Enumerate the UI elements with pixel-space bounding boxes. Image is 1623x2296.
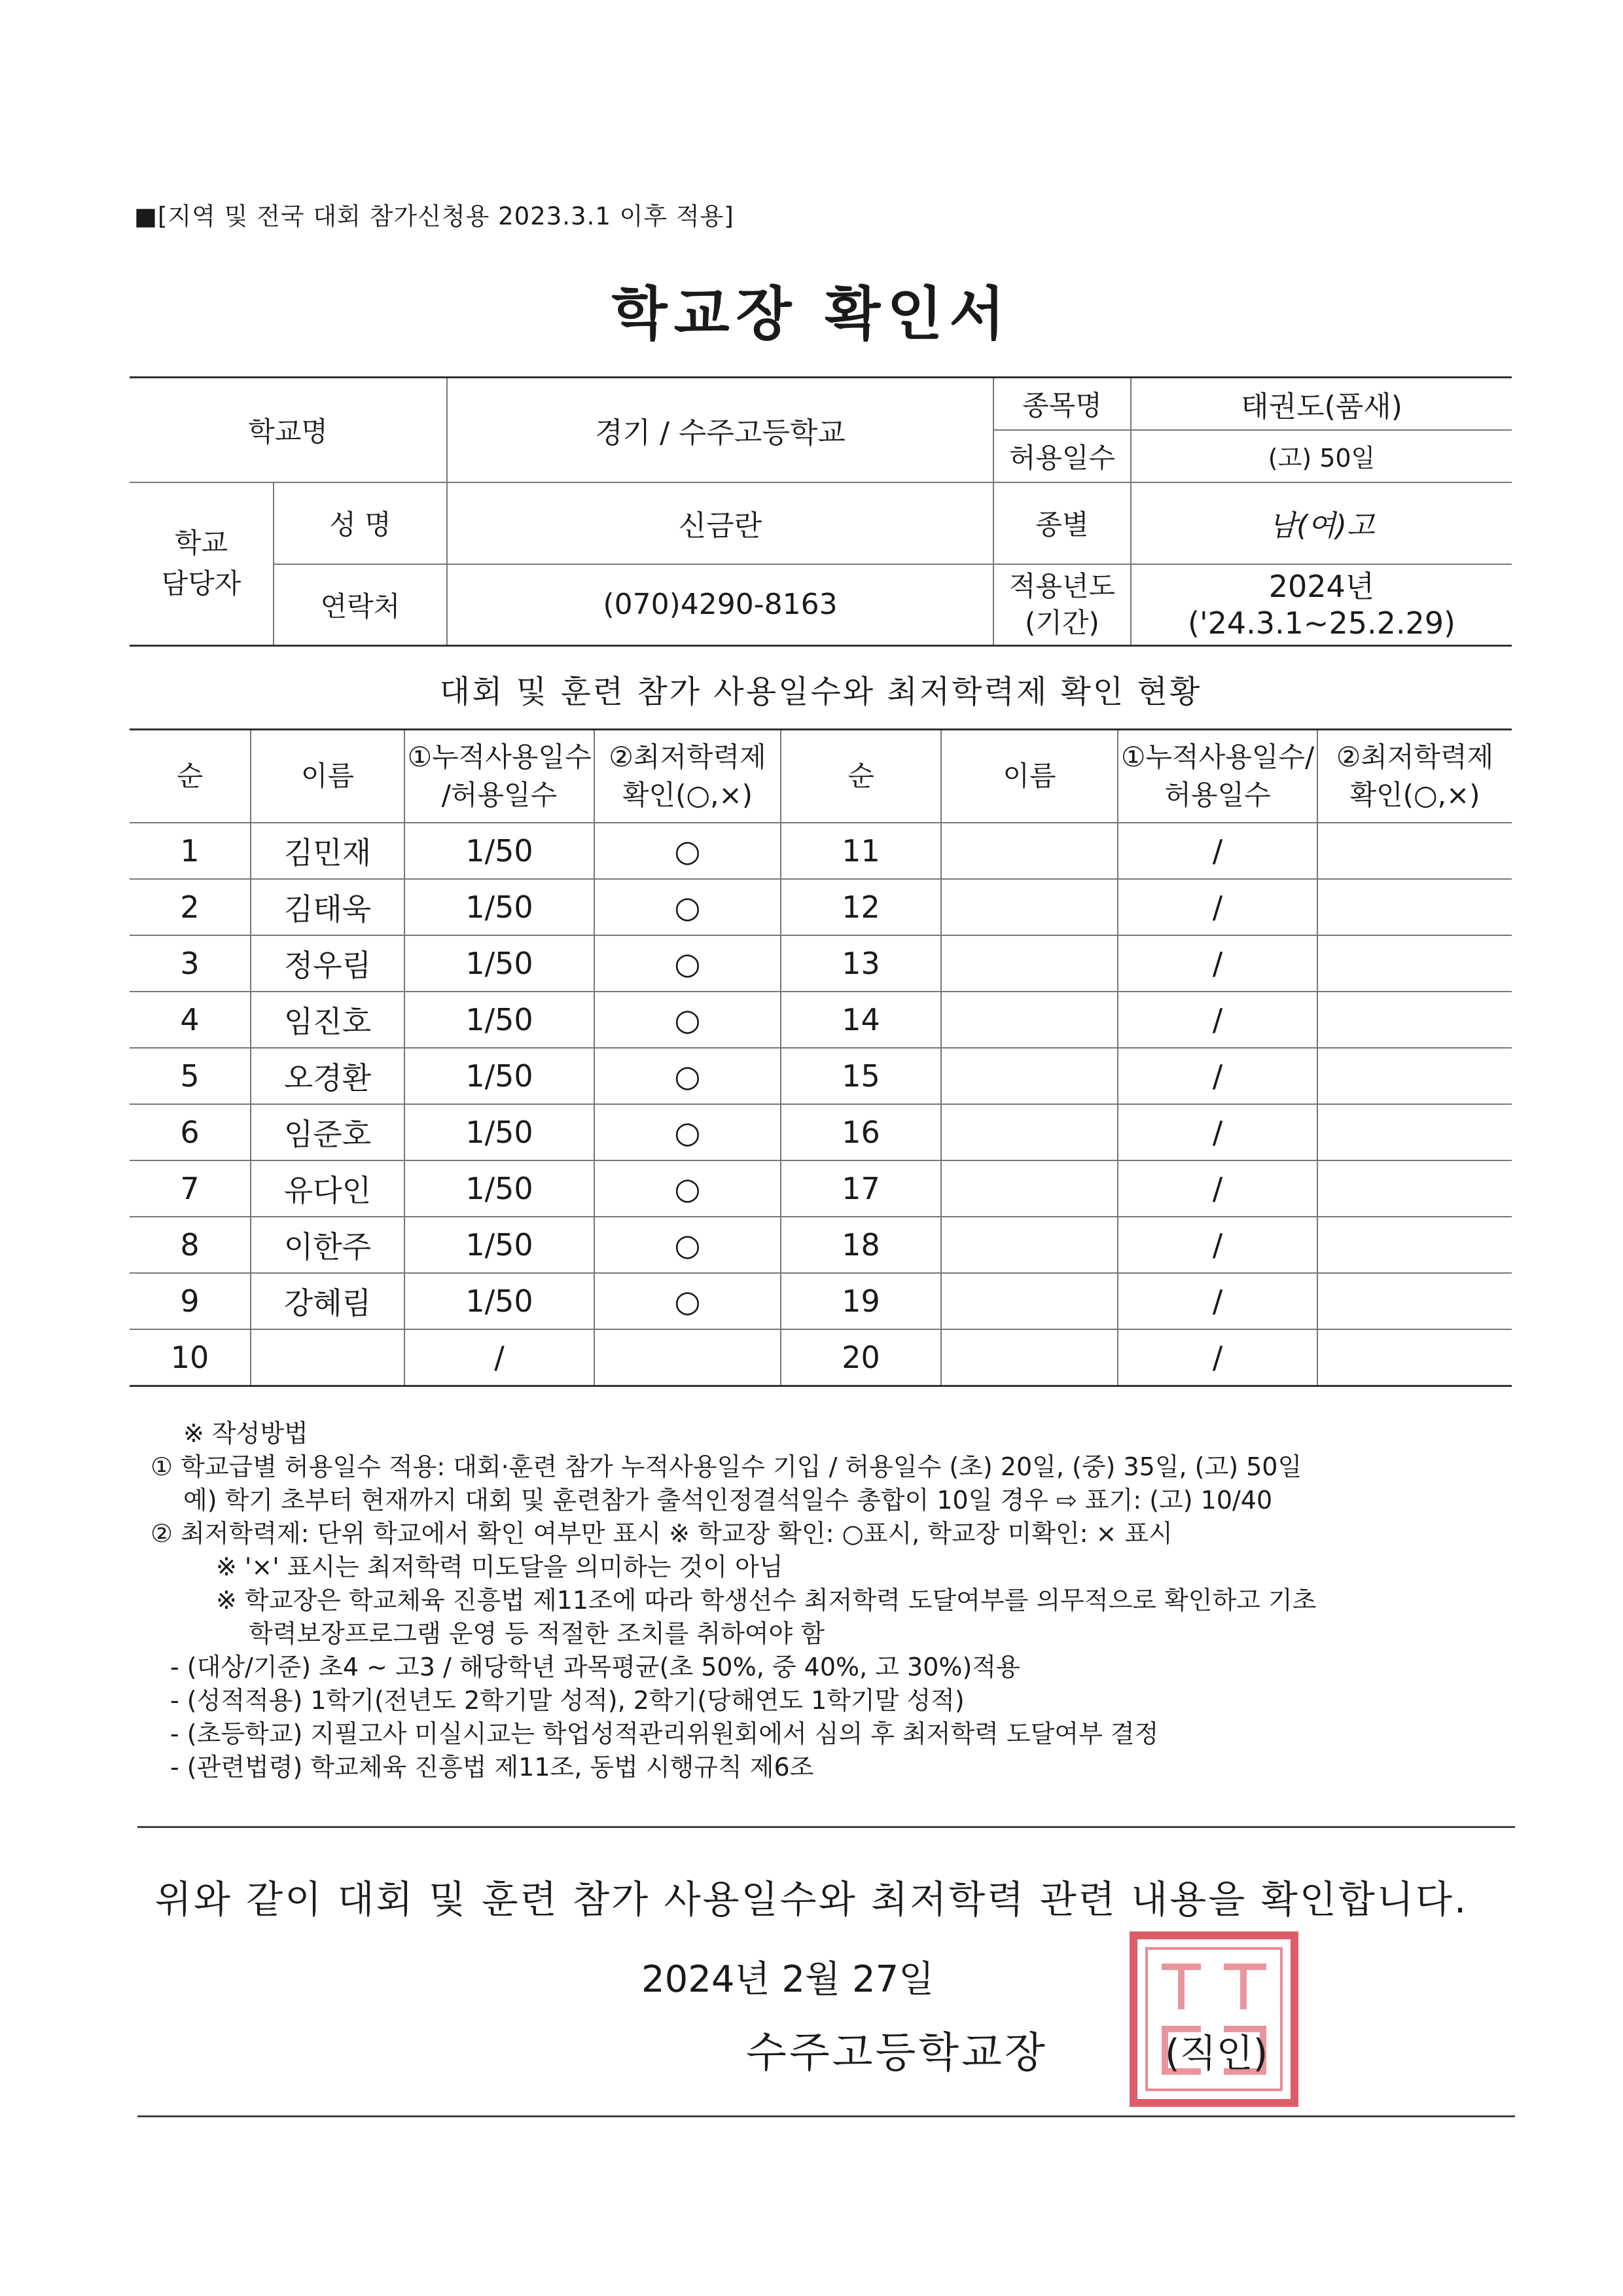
row-no: 16 (781, 1104, 941, 1160)
col-no-left: 순 (130, 730, 251, 823)
event-value: 태권도(품새) (1131, 378, 1512, 430)
row-name (941, 935, 1118, 992)
row-name (941, 1160, 1118, 1217)
seal-border (1133, 1935, 1294, 2103)
note-x-meaning: ※ '×' 표시는 최저학력 미도달을 의미하는 것이 아님 (216, 1552, 783, 1581)
row-name: 김태욱 (251, 879, 404, 935)
row-days: / (1118, 1329, 1317, 1386)
manager-label-line1: 학교 (174, 527, 228, 560)
row-name (941, 1329, 1118, 1386)
form-usage-note: ■[지역 및 전국 대회 참가신청용 2023.3.1 이후 적용] (134, 202, 734, 230)
row-check: ○ (594, 935, 781, 992)
row-days: / (1118, 1160, 1317, 1217)
row-no: 4 (130, 992, 251, 1048)
col-no-right: 순 (781, 730, 941, 823)
col-name-left: 이름 (251, 730, 404, 823)
row-no: 3 (130, 935, 251, 992)
note-min-academic: ② 최저학력제: 단위 학교에서 확인 여부만 표시 ※ 학교장 확인: ○표시, 학교장 미확인: × 표시 (151, 1519, 1173, 1548)
row-no: 13 (781, 935, 941, 992)
row-days: 1/50 (404, 992, 594, 1048)
col-min-right-line2: 확인(○,×) (1349, 779, 1480, 811)
row-name (941, 1273, 1118, 1329)
row-name: 이한주 (251, 1217, 404, 1273)
col-days-right-line1: ①누적사용일수/ (1120, 741, 1315, 773)
row-no: 11 (781, 823, 941, 879)
row-days: 1/50 (404, 1104, 594, 1160)
divider-bottom (137, 2115, 1515, 2117)
row-no: 8 (130, 1217, 251, 1273)
note-allowed-days-example: 예) 학기 초부터 현재까지 대회 및 훈련참가 출석인정결석일수 총합이 10일 경우 ⇨ 표기: (고) 10/40 (183, 1486, 1273, 1515)
allowed-days-value: (고) 50일 (1131, 430, 1512, 482)
row-days: / (1118, 1217, 1317, 1273)
row-name (941, 823, 1118, 879)
note-grade-apply: - (성적적용) 1학기(전년도 2학기말 성적), 2학기(당해연도 1학기말 성적) (170, 1686, 965, 1715)
row-check: ○ (594, 1104, 781, 1160)
note-principal-duty-cont: 학력보장프로그램 운영 등 적절한 조치를 취하여야 함 (249, 1619, 825, 1648)
row-no: 17 (781, 1160, 941, 1217)
contact-label: 연락처 (274, 564, 447, 646)
note-target: - (대상/기준) 초4 ~ 고3 / 해당학년 과목평균(초 50%, 중 40%, 고 30%)적용 (170, 1653, 1020, 1681)
row-days: / (1118, 935, 1317, 992)
row-check: ○ (594, 1273, 781, 1329)
row-days: / (1118, 992, 1317, 1048)
row-days: 1/50 (404, 1160, 594, 1217)
row-days: / (1118, 1273, 1317, 1329)
row-check: ○ (594, 1048, 781, 1104)
col-days-right (1118, 730, 1317, 823)
row-name (941, 1217, 1118, 1273)
col-name-right: 이름 (941, 730, 1118, 823)
row-no: 19 (781, 1273, 941, 1329)
row-no: 7 (130, 1160, 251, 1217)
notes-heading: ※ 작성방법 (183, 1419, 308, 1448)
row-no: 15 (781, 1048, 941, 1104)
row-name: 김민재 (251, 823, 404, 879)
manager-name-value: 신금란 (447, 482, 993, 564)
table-row (130, 1104, 1512, 1160)
row-no: 12 (781, 879, 941, 935)
table-row (130, 992, 1512, 1048)
col-min-left-line2: 확인(○,×) (622, 779, 753, 811)
note-law: - (관련법령) 학교체육 진흥법 제11조, 동법 시행규칙 제6조 (170, 1753, 814, 1782)
row-name (941, 1104, 1118, 1160)
note-allowed-days: ① 학교급별 허용일수 적용: 대회·훈련 참가 누적사용일수 기입 / 허용일수 (초) 20일, (중) 35일, (고) 50일 (151, 1452, 1302, 1481)
row-name: 임준호 (251, 1104, 404, 1160)
row-name (941, 879, 1118, 935)
row-days: / (1118, 823, 1317, 879)
row-no: 2 (130, 879, 251, 935)
row-check: ○ (594, 879, 781, 935)
official-seal (1126, 1928, 1302, 2111)
row-name (941, 992, 1118, 1048)
gender-value: 남(여)고 (1131, 482, 1512, 564)
row-check (1317, 1104, 1512, 1160)
period-label-line2: (기간) (1025, 606, 1099, 639)
col-days-right-line2: 허용일수 (1164, 779, 1271, 811)
row-days: 1/50 (404, 823, 594, 879)
row-name: 오경환 (251, 1048, 404, 1104)
row-no: 18 (781, 1217, 941, 1273)
row-name: 강혜림 (251, 1273, 404, 1329)
row-name (251, 1329, 404, 1386)
school-info-table (130, 376, 1512, 647)
table-row (130, 823, 1512, 879)
row-no: 9 (130, 1273, 251, 1329)
row-days: 1/50 (404, 879, 594, 935)
col-min-left-line1: ②최저학력제 (609, 741, 766, 773)
row-check (1317, 1048, 1512, 1104)
table-row (130, 1273, 1512, 1329)
row-name: 정우림 (251, 935, 404, 992)
row-days: 1/50 (404, 1273, 594, 1329)
event-label: 종목명 (993, 378, 1131, 430)
row-check (1317, 823, 1512, 879)
row-no: 10 (130, 1329, 251, 1386)
row-check (1317, 935, 1512, 992)
seal-mark-text: (직인) (1165, 2031, 1268, 2075)
row-check (1317, 1329, 1512, 1386)
issue-date: 2024년 2월 27일 (641, 1958, 935, 2001)
note-elementary: - (초등학교) 지필고사 미실시교는 학업성적관리위원회에서 심의 후 최저학력 도달여부 결정 (170, 1719, 1159, 1748)
row-name (941, 1048, 1118, 1104)
row-no: 5 (130, 1048, 251, 1104)
row-days: / (1118, 1104, 1317, 1160)
note-principal-duty: ※ 학교장은 학교체육 진흥법 제11조에 따라 학생선수 최저학력 도달여부를 의무적으로 확인하고 기초 (216, 1586, 1317, 1615)
manager-label-line2: 담당자 (161, 567, 241, 600)
col-days-left (404, 730, 594, 823)
row-check (1317, 879, 1512, 935)
row-days: / (1118, 879, 1317, 935)
confirmation-statement: 위와 같이 대회 및 훈련 참가 사용일수와 최저학력 관련 내용을 확인합니다. (154, 1877, 1469, 1922)
row-check (1317, 1217, 1512, 1273)
row-check: ○ (594, 1217, 781, 1273)
manager-name-label: 성 명 (274, 482, 447, 564)
school-name-label: 학교명 (130, 378, 447, 482)
row-days: / (1118, 1048, 1317, 1104)
row-days: 1/50 (404, 1217, 594, 1273)
period-year: 2024년 (1268, 568, 1375, 604)
row-no: 20 (781, 1329, 941, 1386)
table-row (130, 1217, 1512, 1273)
principal-title: 수주고등학교장 (746, 2029, 1048, 2077)
row-days: 1/50 (404, 935, 594, 992)
row-check (1317, 992, 1512, 1048)
status-subtitle: 대회 및 훈련 참가 사용일수와 최저학력제 확인 현황 (439, 673, 1202, 710)
writing-instructions (151, 1417, 1531, 1784)
divider (137, 1826, 1515, 1828)
period-value (1131, 564, 1512, 646)
table-row (130, 1329, 1512, 1386)
document-title: 학교장 확인서 (611, 280, 1012, 348)
col-min-right (1317, 730, 1512, 823)
row-check (1317, 1273, 1512, 1329)
row-no: 1 (130, 823, 251, 879)
roster-table (130, 728, 1512, 1387)
row-check: ○ (594, 1160, 781, 1217)
row-check: ○ (594, 992, 781, 1048)
col-days-left-line1: ①누적사용일수 (407, 741, 592, 773)
col-min-left (594, 730, 781, 823)
table-row (130, 879, 1512, 935)
period-label-line1: 적용년도 (1008, 569, 1116, 602)
manager-label (130, 482, 274, 646)
row-days: 1/50 (404, 1048, 594, 1104)
allowed-days-label: 허용일수 (993, 430, 1131, 482)
col-min-right-line1: ②최저학력제 (1336, 741, 1494, 773)
gender-label: 종별 (993, 482, 1131, 564)
period-label (993, 564, 1131, 646)
row-name: 임진호 (251, 992, 404, 1048)
school-name-value: 경기 / 수주고등학교 (447, 378, 993, 482)
row-no: 6 (130, 1104, 251, 1160)
table-row (130, 935, 1512, 992)
row-name: 유다인 (251, 1160, 404, 1217)
row-days: / (404, 1329, 594, 1386)
row-no: 14 (781, 992, 941, 1048)
row-check (1317, 1160, 1512, 1217)
col-days-left-line2: /허용일수 (441, 779, 558, 811)
row-check (594, 1329, 781, 1386)
table-row (130, 1160, 1512, 1217)
period-range: ('24.3.1~25.2.29) (1188, 605, 1455, 641)
table-row (130, 1048, 1512, 1104)
contact-value: (070)4290-8163 (447, 564, 993, 646)
row-check: ○ (594, 823, 781, 879)
